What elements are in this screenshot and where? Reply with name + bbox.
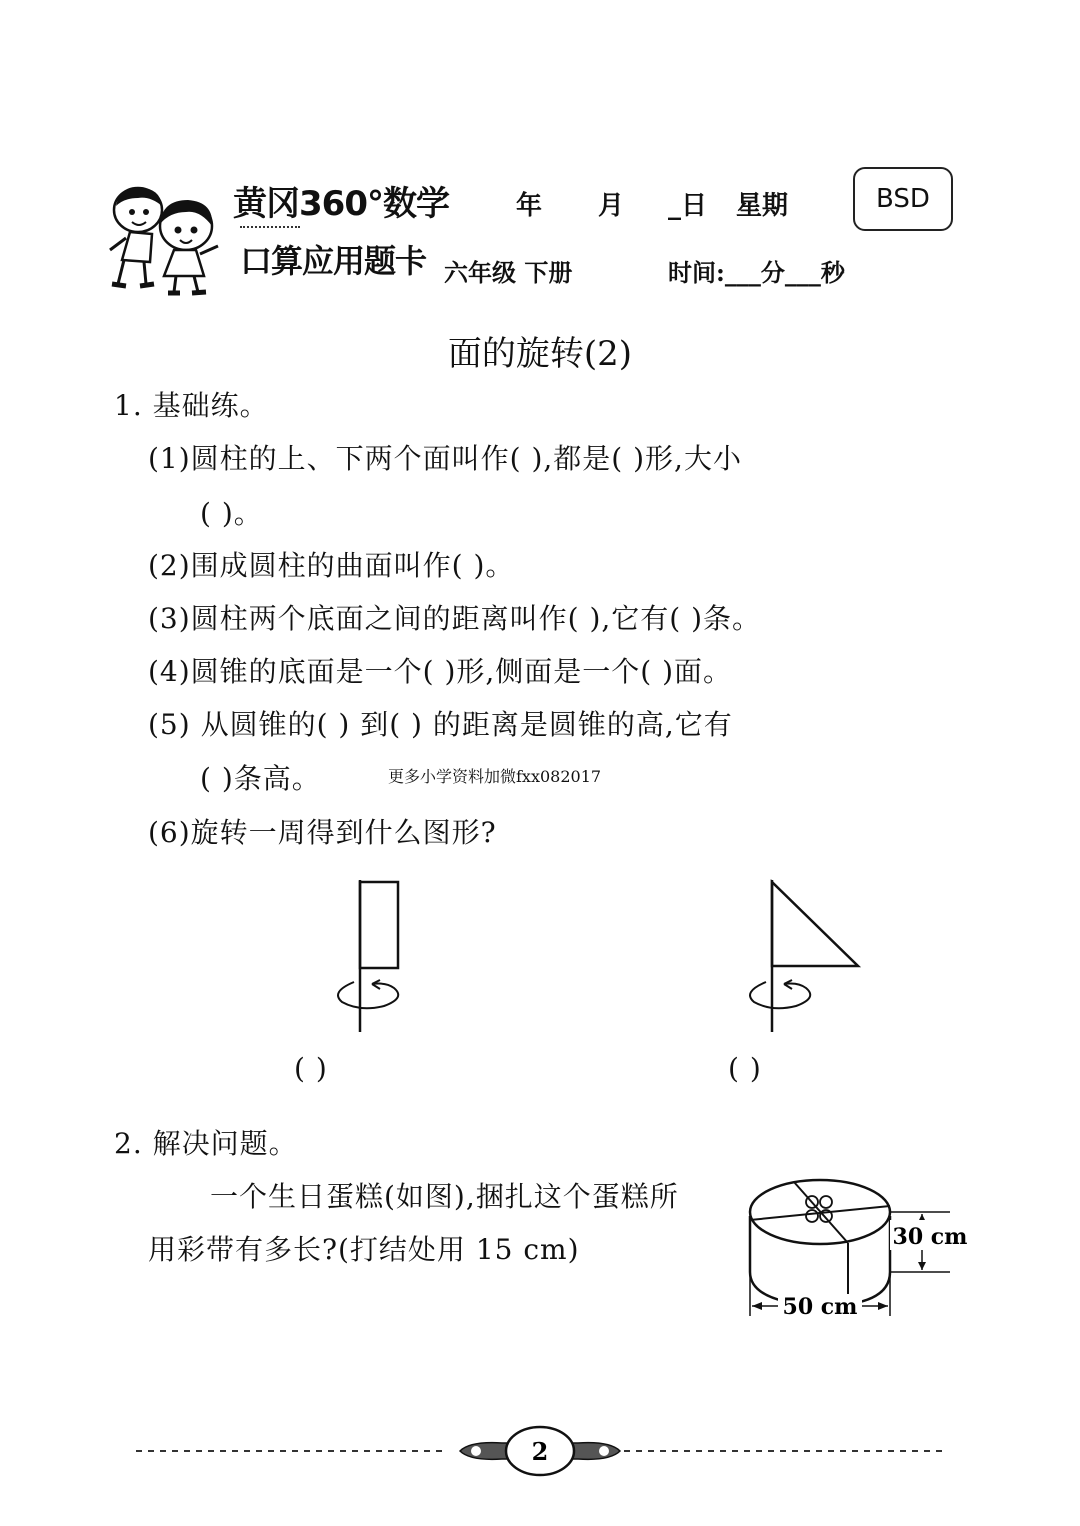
question-5-line1: (5) 从圆锥的( ) 到( ) 的距离是圆锥的高,它有 [148, 708, 733, 741]
answer-blank-right: ( ) [728, 1052, 762, 1085]
date-year-label: 年 [516, 191, 543, 221]
problem-text-line2: 用彩带有多长?(打结处用 15 cm) [148, 1233, 580, 1266]
date-weekday-label: 星期 [736, 191, 789, 221]
cake-height-label: 30 cm [892, 1224, 968, 1250]
answer-blank-left: ( ) [294, 1052, 328, 1085]
brand-divider [240, 226, 300, 228]
mascot-illustration [100, 180, 230, 300]
rectangle-rotation-figure [320, 876, 420, 1036]
footer-decoration [130, 1425, 950, 1481]
question-5-line2: ( )条高。 [200, 762, 321, 795]
brand-title: 黄冈360°数学 [233, 184, 449, 224]
date-month-label: 月 [598, 191, 625, 221]
brand-subtitle: 口算应用题卡 [240, 242, 427, 280]
time-label: 时间:___分___秒 [668, 258, 845, 287]
cake-figure [740, 1168, 970, 1324]
section1-heading: 1. 基础练。 [114, 389, 269, 422]
cake-diameter-label: 50 cm [782, 1294, 858, 1320]
section2-heading: 2. 解决问题。 [114, 1127, 298, 1160]
problem-text-line1: 一个生日蛋糕(如图),捆扎这个蛋糕所 [210, 1180, 679, 1213]
page-title: 面的旋转(2) [447, 334, 633, 374]
triangle-rotation-figure [730, 876, 870, 1036]
question-6: (6)旋转一周得到什么图形? [148, 816, 497, 849]
question-4: (4)圆锥的底面是一个( )形,侧面是一个( )面。 [148, 655, 733, 688]
date-day-label: _日 [668, 191, 708, 221]
page-number: 2 [531, 1437, 549, 1466]
question-3: (3)圆柱两个底面之间的距离叫作( ),它有( )条。 [148, 602, 762, 635]
edition-badge: BSD [853, 167, 953, 231]
watermark-note: 更多小学资料加微fxx082017 [388, 767, 602, 786]
question-1-line1: (1)圆柱的上、下两个面叫作( ),都是( )形,大小 [148, 442, 742, 475]
question-1-line2: ( )。 [200, 497, 263, 530]
grade-label: 六年级 下册 [444, 258, 573, 287]
question-2: (2)围成圆柱的曲面叫作( )。 [148, 549, 515, 582]
